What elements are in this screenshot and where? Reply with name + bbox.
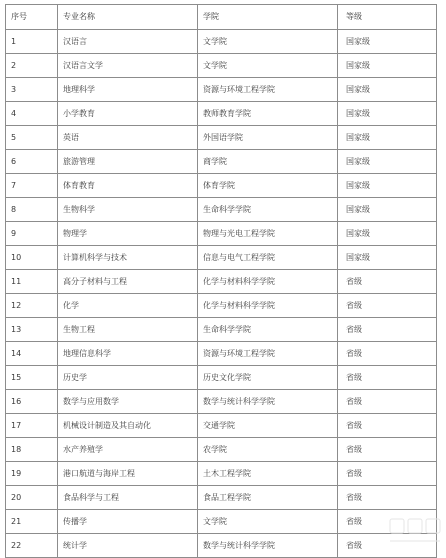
majors-table [5,4,437,558]
cell-major-name: 英语 [58,126,198,150]
cell-level: 国家级 [338,78,437,102]
cell-major-name: 体育教育 [58,174,198,198]
cell-number: 14 [6,342,58,366]
cell-level: 省级 [338,294,437,318]
cell-number: 2 [6,54,58,78]
table-row [6,222,437,246]
cell-major-name: 高分子材料与工程 [58,270,198,294]
cell-college: 土木工程学院 [198,462,338,486]
cell-major-name: 旅游管理 [58,150,198,174]
cell-level: 省级 [338,486,437,510]
cell-level: 省级 [338,534,437,558]
cell-major-name: 数学与应用数学 [58,390,198,414]
cell-major-name: 水产养殖学 [58,438,198,462]
table-row [6,342,437,366]
table-row [6,486,437,510]
table-row [6,510,437,534]
table-row [6,198,437,222]
cell-number: 17 [6,414,58,438]
cell-number: 15 [6,366,58,390]
cell-major-name: 生物科学 [58,198,198,222]
cell-level: 国家级 [338,102,437,126]
cell-level: 省级 [338,318,437,342]
header-major-name: 专业名称 [58,5,198,30]
cell-level: 国家级 [338,246,437,270]
cell-number: 10 [6,246,58,270]
cell-college: 食品工程学院 [198,486,338,510]
cell-number: 6 [6,150,58,174]
table-row [6,102,437,126]
table-row [6,438,437,462]
cell-number: 21 [6,510,58,534]
cell-college: 信息与电气工程学院 [198,246,338,270]
cell-level: 省级 [338,438,437,462]
table-row [6,366,437,390]
table-row [6,246,437,270]
table-header [6,5,437,30]
cell-major-name: 历史学 [58,366,198,390]
cell-number: 12 [6,294,58,318]
cell-college: 文学院 [198,30,338,54]
cell-college: 文学院 [198,54,338,78]
cell-college: 历史文化学院 [198,366,338,390]
cell-level: 省级 [338,270,437,294]
cell-number: 11 [6,270,58,294]
cell-major-name: 统计学 [58,534,198,558]
table-row [6,270,437,294]
table-row [6,126,437,150]
cell-major-name: 传播学 [58,510,198,534]
cell-level: 国家级 [338,150,437,174]
cell-level: 国家级 [338,126,437,150]
table-row [6,78,437,102]
cell-number: 4 [6,102,58,126]
table-row [6,390,437,414]
cell-major-name: 汉语言文学 [58,54,198,78]
cell-level: 省级 [338,366,437,390]
cell-major-name: 地理科学 [58,78,198,102]
cell-college: 生命科学学院 [198,198,338,222]
header-level: 等级 [338,5,437,30]
cell-level: 省级 [338,510,437,534]
watermark-logo [384,511,444,551]
cell-number: 19 [6,462,58,486]
cell-level: 国家级 [338,222,437,246]
header-number: 序号 [6,5,58,30]
cell-college: 资源与环境工程学院 [198,78,338,102]
cell-college: 外国语学院 [198,126,338,150]
cell-number: 3 [6,78,58,102]
cell-number: 1 [6,30,58,54]
cell-level: 国家级 [338,174,437,198]
cell-college: 农学院 [198,438,338,462]
cell-major-name: 港口航道与海岸工程 [58,462,198,486]
table-row [6,534,437,558]
cell-number: 20 [6,486,58,510]
table-row [6,174,437,198]
cell-college: 化学与材料科学学院 [198,294,338,318]
cell-college: 体育学院 [198,174,338,198]
cell-major-name: 物理学 [58,222,198,246]
header-college: 学院 [198,5,338,30]
cell-major-name: 地理信息科学 [58,342,198,366]
cell-college: 教师教育学院 [198,102,338,126]
table-body [6,30,437,558]
cell-major-name: 化学 [58,294,198,318]
cell-college: 交通学院 [198,414,338,438]
cell-level: 国家级 [338,198,437,222]
cell-college: 物理与光电工程学院 [198,222,338,246]
cell-college: 生命科学学院 [198,318,338,342]
cell-level: 省级 [338,462,437,486]
cell-level: 省级 [338,390,437,414]
table-row [6,462,437,486]
cell-number: 9 [6,222,58,246]
table-row [6,150,437,174]
cell-major-name: 计算机科学与技术 [58,246,198,270]
cell-number: 8 [6,198,58,222]
cell-number: 16 [6,390,58,414]
cell-number: 13 [6,318,58,342]
cell-number: 18 [6,438,58,462]
cell-major-name: 小学教育 [58,102,198,126]
cell-major-name: 生物工程 [58,318,198,342]
cell-number: 22 [6,534,58,558]
table-row [6,54,437,78]
cell-college: 数学与统计科学学院 [198,390,338,414]
cell-college: 商学院 [198,150,338,174]
cell-level: 国家级 [338,54,437,78]
table-row [6,30,437,54]
cell-major-name: 食品科学与工程 [58,486,198,510]
header-row [6,5,437,30]
cell-level: 国家级 [338,30,437,54]
cell-college: 数学与统计科学学院 [198,534,338,558]
cell-level: 省级 [338,342,437,366]
cell-level: 省级 [338,414,437,438]
cell-number: 7 [6,174,58,198]
table-row [6,294,437,318]
cell-college: 化学与材料科学学院 [198,270,338,294]
cell-college: 资源与环境工程学院 [198,342,338,366]
cell-college: 文学院 [198,510,338,534]
cell-major-name: 汉语言 [58,30,198,54]
cell-number: 5 [6,126,58,150]
table-row [6,414,437,438]
cell-major-name: 机械设计制造及其自动化 [58,414,198,438]
table-row [6,318,437,342]
